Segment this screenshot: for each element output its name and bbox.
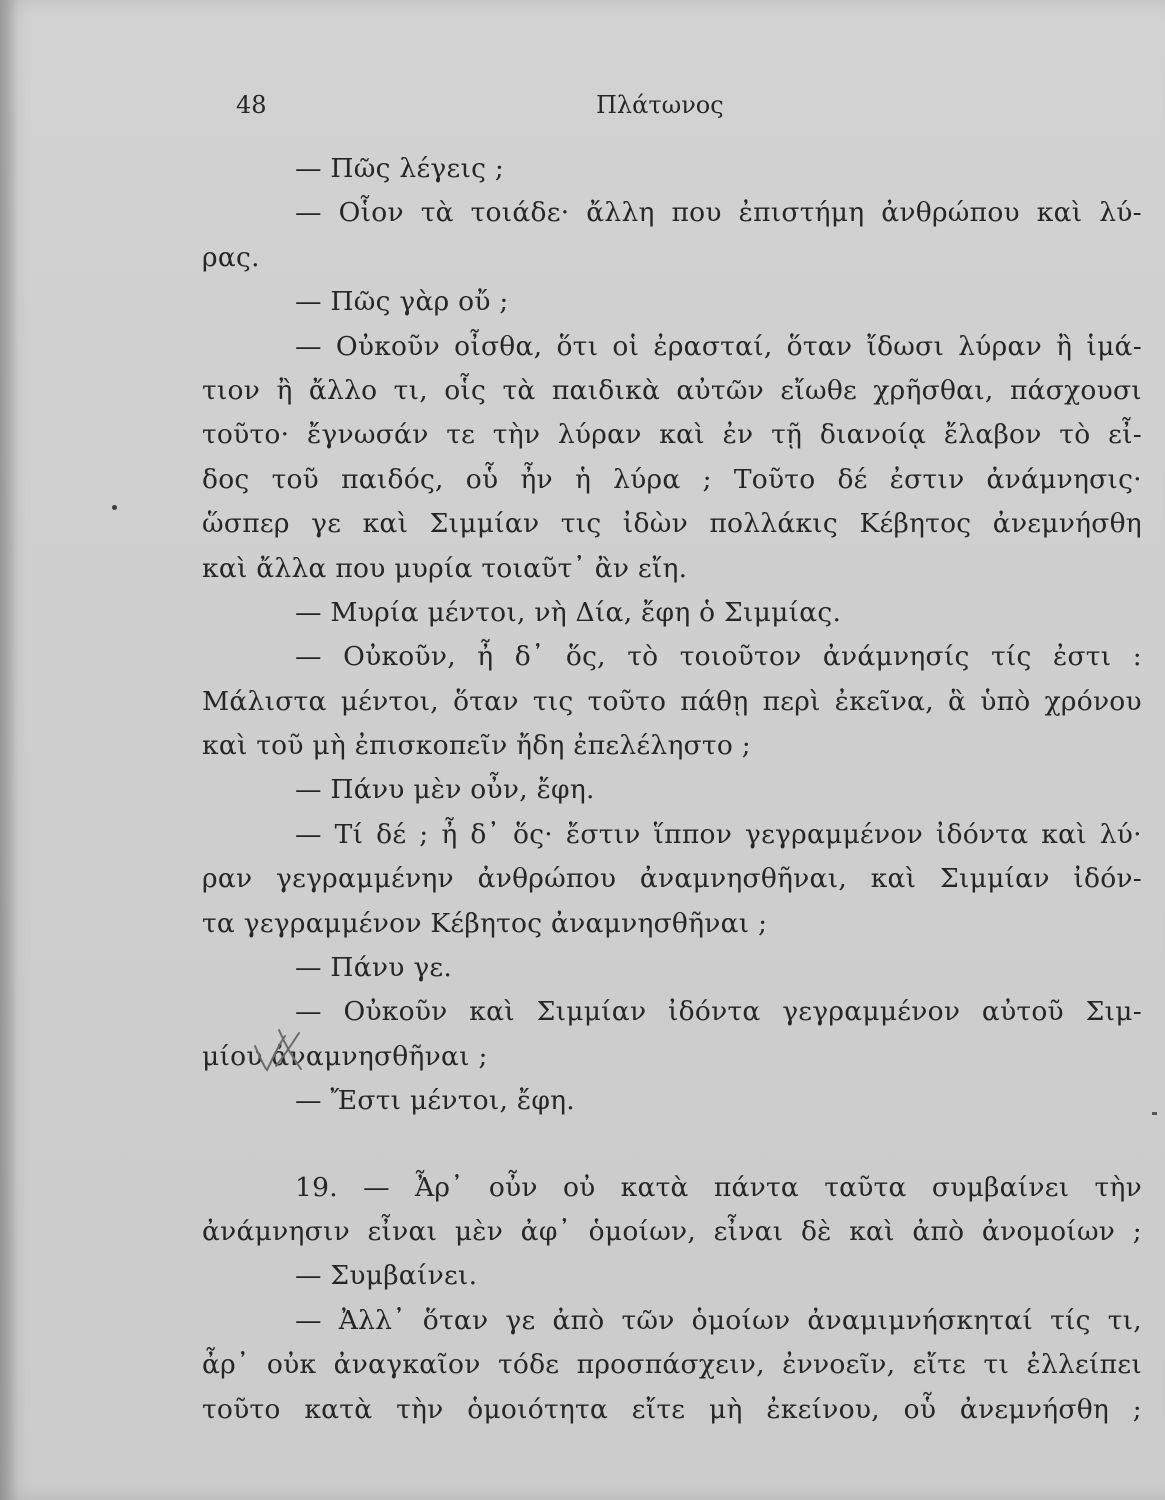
text-line: — Πῶς λέγεις ; <box>295 153 505 184</box>
text-word: — <box>295 1304 322 1336</box>
text-word: τοῦτο· <box>202 419 290 451</box>
text-word: ἀνεμνήσθη <box>959 1393 1110 1425</box>
text-word: δ᾽ <box>470 818 501 850</box>
text-word: ὅτι <box>556 330 599 362</box>
text-line <box>202 191 1142 235</box>
text-word: ἐννοεῖν, <box>782 1349 896 1381</box>
text-word: ἐν <box>722 419 754 451</box>
text-word: λύραν <box>557 419 642 451</box>
page-gutter-shadow <box>0 0 18 1500</box>
text-word: αὐτῶν <box>676 374 765 406</box>
text-word: δ᾽ <box>514 641 545 673</box>
text-word: κατὰ <box>304 1393 373 1425</box>
text-line: — Πάνυ γε. <box>295 952 453 984</box>
handwritten-margin-mark <box>247 1026 305 1080</box>
text-word: τὰ <box>502 374 536 406</box>
text-word: τίς <box>1050 1304 1091 1336</box>
text-line <box>202 325 1142 369</box>
text-word: ἀναμιμνήσκηταί <box>807 1304 1034 1336</box>
text-word: Τοῦτο <box>733 463 816 495</box>
text-word: λύραν <box>958 330 1043 362</box>
text-word: τοῦ <box>271 463 320 495</box>
text-word: ὅς, <box>565 641 606 673</box>
text-word: ἵππον <box>653 818 733 850</box>
text-word: τόδε <box>497 1349 560 1381</box>
text-word: εἴωθε <box>780 374 858 406</box>
text-word: τίς <box>990 641 1032 673</box>
text-line: καὶ ἄλλα που μυρία τοιαῦτ᾽ ἂν εἴη. <box>202 552 688 584</box>
text-line: — Συμβαίνει. <box>295 1260 478 1292</box>
text-word: καὶ <box>849 1215 895 1247</box>
text-line: ρας. <box>202 241 260 273</box>
text-word: τοῦτο <box>587 685 667 717</box>
text-line <box>202 1210 1142 1254</box>
text-word: τοῦτο <box>202 1393 281 1425</box>
text-word: ὁμοιότητα <box>467 1393 609 1425</box>
text-word: Σιμμίαν <box>536 996 647 1028</box>
text-word: — <box>295 818 322 850</box>
text-word: 19. <box>295 1171 338 1203</box>
text-word: ἀνάμνησίς <box>822 641 970 673</box>
text-word: — <box>295 996 322 1028</box>
text-word: τις <box>560 508 602 540</box>
text-word: ἱμά- <box>1086 330 1142 362</box>
text-word: : <box>1132 641 1142 673</box>
body-text <box>202 147 1157 1432</box>
text-word: ἀπὸ <box>552 1304 605 1336</box>
text-line: μίου ἀναμνησθῆναι ; <box>202 1040 488 1072</box>
text-word: χρῆσθαι, <box>873 374 994 406</box>
text-word: τῇ <box>771 419 803 451</box>
text-word: ἐλλείπει <box>1026 1349 1142 1381</box>
text-line: καὶ τοῦ μὴ ἐπισκοπεῖν ἤδη ἐπελέληστο ; <box>202 730 751 762</box>
text-word: τὸ <box>627 641 659 673</box>
text-word: ἀπὸ <box>912 1215 965 1247</box>
text-word: δέ <box>837 463 868 495</box>
text-word: ἰδόν- <box>1073 863 1142 895</box>
text-word: ἀνάμνησις· <box>986 463 1142 495</box>
text-word: συμβαίνει <box>931 1171 1070 1203</box>
text-word: ἀναμνησθῆναι, <box>639 863 848 895</box>
text-word: παιδικὰ <box>551 374 661 406</box>
text-word: τις <box>532 685 574 717</box>
text-word: προσπάσχειν, <box>576 1349 765 1381</box>
text-word: τι, <box>393 374 428 406</box>
text-word: ἄλλη <box>586 197 655 229</box>
text-word: οὐκ <box>266 1349 317 1381</box>
text-word: γε <box>311 508 342 540</box>
text-word: Σιμμίαν <box>939 863 1050 895</box>
text-word: ἀφ᾽ <box>520 1215 572 1247</box>
text-line <box>202 369 1142 413</box>
text-word: ἰδόντα <box>668 996 761 1028</box>
text-word: ὁμοίων <box>691 1304 791 1336</box>
text-word: τι, <box>1107 1304 1142 1336</box>
section-gap <box>202 1124 1157 1166</box>
text-word: ὅς· <box>513 818 553 850</box>
text-word: πάντα <box>713 1171 800 1203</box>
text-word: τιον <box>202 374 261 406</box>
text-word: διανοίᾳ <box>819 419 927 451</box>
text-word: τῶν <box>621 1304 675 1336</box>
text-line <box>202 1343 1142 1387</box>
text-word: Οὐκοῦν, <box>343 641 456 673</box>
text-line <box>202 857 1142 901</box>
text-word: ; <box>1132 1215 1142 1247</box>
text-word: ἡ <box>574 463 592 495</box>
text-word: ; <box>419 818 429 850</box>
text-line <box>202 813 1142 857</box>
text-word: ἦν <box>520 463 553 495</box>
text-word: οὐ <box>562 1171 596 1203</box>
text-word: ὥσπερ <box>202 508 290 540</box>
text-word: μὴ <box>709 1393 743 1425</box>
text-word: ἐκείνου, <box>766 1393 880 1425</box>
text-word: ἔλαβον <box>943 419 1042 451</box>
text-word: — <box>295 197 322 229</box>
text-word: ὑπὸ <box>980 685 1031 717</box>
text-word: καὶ <box>469 996 515 1028</box>
text-word: ; <box>702 463 712 495</box>
text-word: ; <box>1132 1393 1142 1425</box>
text-word: ἄλλο <box>308 374 378 406</box>
text-word: εἴτε <box>631 1393 686 1425</box>
text-word: ἐστι <box>1052 641 1112 673</box>
text-word: οὗ <box>465 463 499 495</box>
text-word: ἀνάμνησιν <box>202 1215 350 1247</box>
text-word: οἷς <box>444 374 487 406</box>
text-word: τὸ <box>1059 419 1091 451</box>
text-word: Κέβητος <box>859 508 972 540</box>
text-word: Οἷον <box>338 197 404 229</box>
text-word: κατὰ <box>620 1171 689 1203</box>
text-word: πολλάκις <box>709 508 839 540</box>
text-word: τὴν <box>492 419 541 451</box>
text-line: — Ἔστι μέντοι, ἔφη. <box>295 1085 575 1117</box>
text-word: πάσχουσι <box>1009 374 1142 406</box>
text-word: ἐπιστήμη <box>738 197 865 229</box>
text-word: ἢ <box>276 374 293 406</box>
text-word: τὰ <box>420 197 454 229</box>
text-line <box>202 635 1142 679</box>
text-word: τοιάδε· <box>470 197 570 229</box>
text-line <box>202 1388 1142 1432</box>
text-line: — Πῶς γὰρ οὔ ; <box>295 286 509 318</box>
page-number: 48 <box>236 91 267 119</box>
text-word: ραν <box>202 863 253 895</box>
text-word: — <box>295 330 322 362</box>
text-word: Ἆρ᾽ <box>414 1171 464 1203</box>
text-line <box>202 1166 1142 1210</box>
text-word: ὅταν <box>453 685 519 717</box>
text-word: τε <box>446 419 476 451</box>
text-word: γεγραμμένον <box>744 818 923 850</box>
text-word: Ἀλλ᾽ <box>338 1304 406 1336</box>
text-word: ἀνομοίων <box>981 1215 1116 1247</box>
text-word: — <box>363 1171 390 1203</box>
text-word: ἀνεμνήσθη <box>992 508 1142 540</box>
text-word: εἶ- <box>1108 419 1142 451</box>
text-word: — <box>295 641 322 673</box>
text-word: λύρα <box>613 463 681 495</box>
text-line <box>202 502 1142 546</box>
text-word: καὶ <box>870 863 917 895</box>
text-word: οἱ <box>612 330 640 362</box>
text-word: Σιμ- <box>1085 996 1142 1028</box>
text-word: ἐστιν <box>889 463 965 495</box>
text-line: τα γεγραμμένον Κέβητος ἀναμνησθῆναι ; <box>202 907 768 939</box>
text-word: τοιοῦτον <box>679 641 802 673</box>
text-line: — Μυρία μέντοι, νὴ Δία, ἔφη ὁ Σιμμίας. <box>295 596 842 628</box>
text-word: ἀνθρώπου <box>881 197 1020 229</box>
text-word: καὶ <box>1041 818 1087 850</box>
text-line <box>202 680 1142 724</box>
text-word: ἃ <box>948 685 967 717</box>
text-word: καὶ <box>659 419 705 451</box>
text-word: ὁμοίων, <box>588 1215 697 1247</box>
text-word: χρόνου <box>1044 685 1142 717</box>
text-word: ἐρασταί, <box>653 330 773 362</box>
text-word: ἰδόντα <box>935 818 1029 850</box>
text-word: οἶσθα, <box>454 330 543 362</box>
text-word: εἶναι <box>713 1215 784 1247</box>
text-line <box>202 458 1142 502</box>
text-word: οὖν <box>488 1171 538 1203</box>
text-word: ὅταν <box>786 330 853 362</box>
text-line <box>202 1299 1142 1343</box>
text-word: Οὐκοῦν <box>335 330 440 362</box>
text-word: ἢ <box>1056 330 1073 362</box>
text-word: ἰδὼν <box>622 508 688 540</box>
text-word: παιδός, <box>341 463 444 495</box>
text-word: ἔστιν <box>565 818 641 850</box>
text-word: αὐτοῦ <box>981 996 1064 1028</box>
text-word: ἴδωσι <box>866 330 945 362</box>
text-word: μέντοι, <box>340 685 439 717</box>
text-word: που <box>671 197 722 229</box>
text-line: — Πάνυ μὲν οὖν, ἔφη. <box>295 774 595 806</box>
text-word: πάθῃ <box>680 685 749 717</box>
text-word: ἦ <box>441 818 458 850</box>
text-word: Σιμμίαν <box>429 508 540 540</box>
text-word: ταῦτα <box>824 1171 907 1203</box>
text-word: δος <box>202 463 250 495</box>
text-word: εἶναι <box>367 1215 438 1247</box>
text-word: τὴν <box>396 1393 444 1425</box>
text-word: τι <box>983 1349 1010 1381</box>
text-word: τὴν <box>1094 1171 1142 1203</box>
text-word: δὲ <box>800 1215 832 1247</box>
text-word: ἐκεῖνα, <box>834 685 934 717</box>
text-line <box>202 413 1142 457</box>
running-title: Πλάτωνος <box>596 91 724 119</box>
text-word: ἀναγκαῖον <box>333 1349 481 1381</box>
text-word: γε <box>505 1304 536 1336</box>
text-word: ἀνθρώπου <box>477 863 617 895</box>
text-line <box>202 990 1142 1034</box>
text-word: ὅταν <box>422 1304 489 1336</box>
text-word: λύ· <box>1099 818 1142 850</box>
text-word: δέ <box>376 818 407 850</box>
text-word: ἆρ᾽ <box>202 1349 250 1381</box>
text-word: Οὐκοῦν <box>343 996 448 1028</box>
text-word: περὶ <box>762 685 821 717</box>
text-word: εἴτε <box>912 1349 967 1381</box>
text-word: Μάλιστα <box>202 685 327 717</box>
text-word: Τί <box>334 818 364 850</box>
text-word: καὶ <box>362 508 409 540</box>
margin-dot-mark <box>112 505 117 510</box>
text-word: λύ- <box>1099 197 1142 229</box>
text-word: γεγραμμένον <box>782 996 961 1028</box>
text-word: γεγραμμένην <box>276 863 454 895</box>
text-word: μὲν <box>454 1215 504 1247</box>
text-word: ἔγνωσάν <box>306 419 429 451</box>
text-word: ἦ <box>477 641 494 673</box>
text-word: οὗ <box>903 1393 937 1425</box>
text-word: καὶ <box>1036 197 1083 229</box>
stray-ink-mark <box>1152 1112 1157 1115</box>
